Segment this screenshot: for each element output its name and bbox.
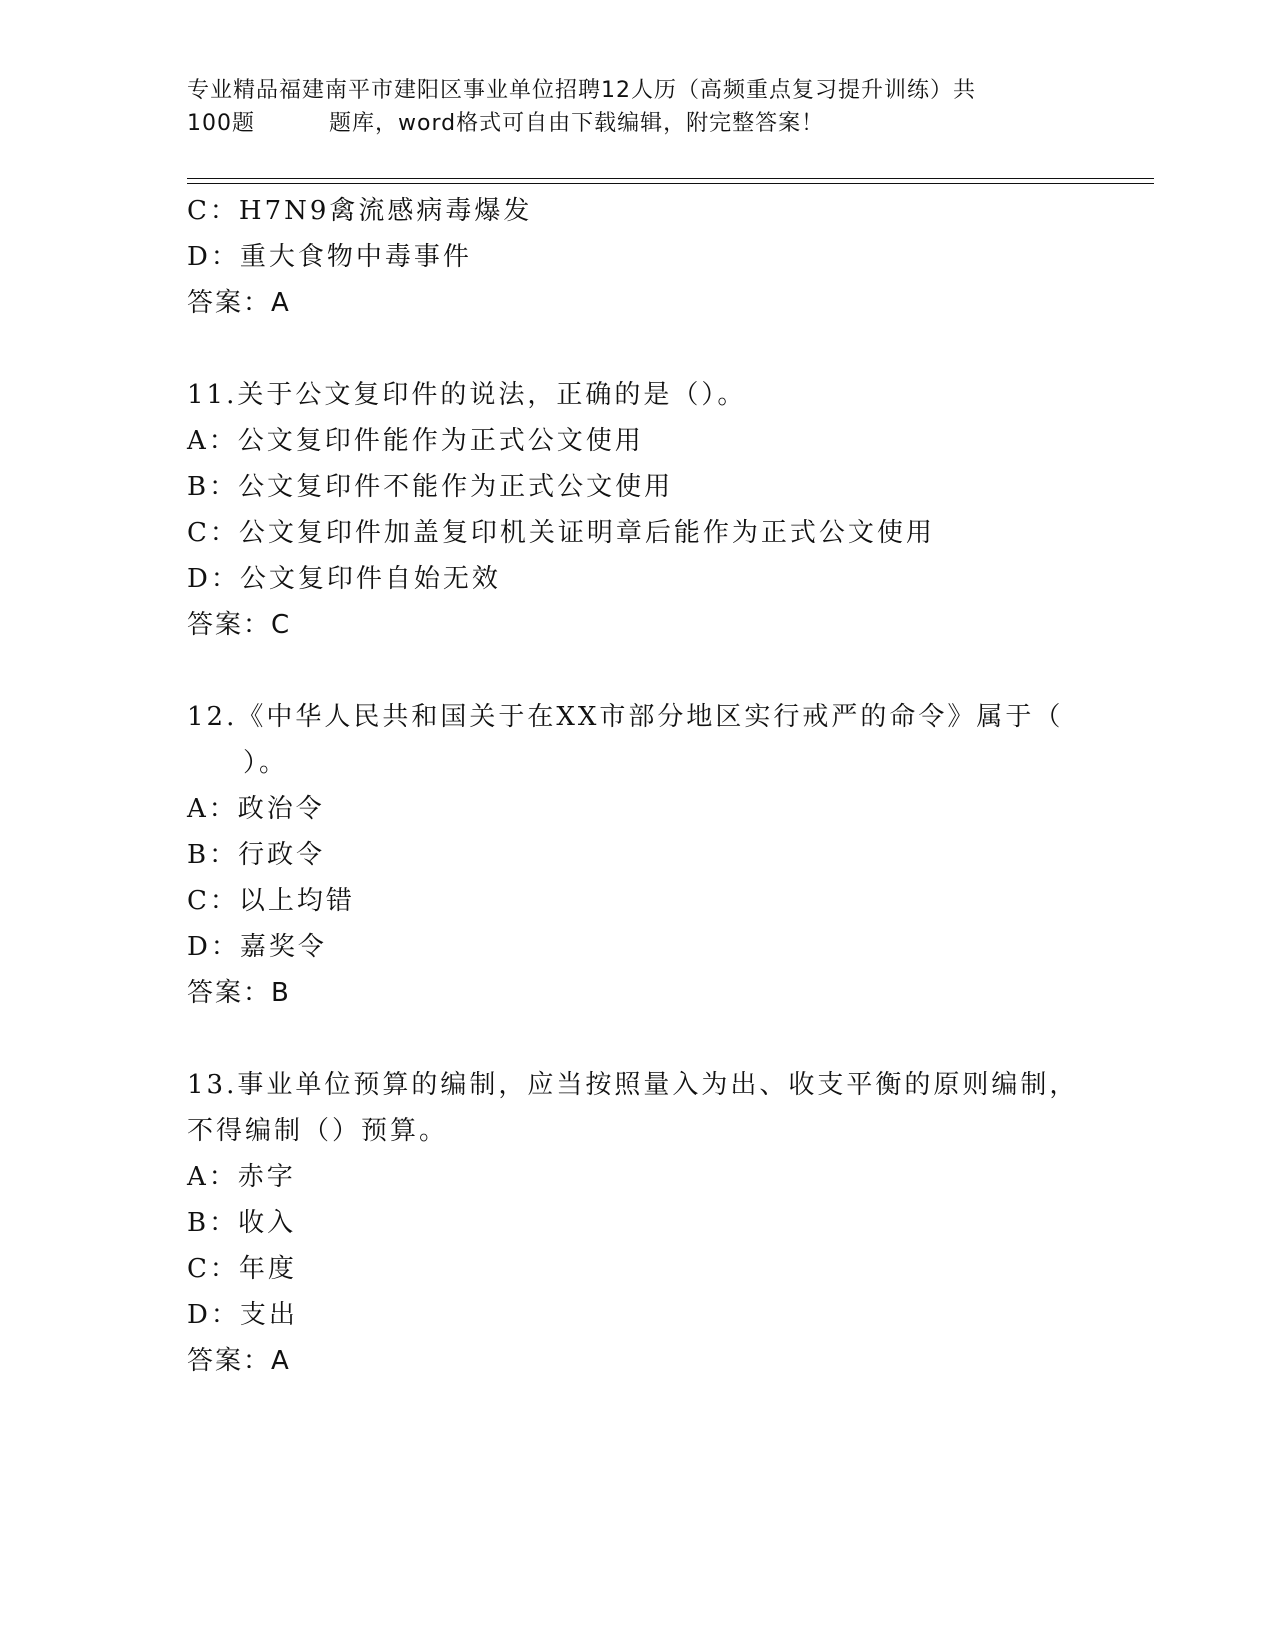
question-stem-continued: ）。 <box>243 748 289 778</box>
answer: 答案：B <box>187 978 291 1008</box>
option-b: B：收入 <box>187 1208 297 1238</box>
question-list <box>187 188 1087 1384</box>
option-d: D：公文复印件自始无效 <box>187 564 501 594</box>
option-c: C：以上均错 <box>187 886 355 916</box>
question-13 <box>187 1062 1087 1384</box>
option-c: C：公文复印件加盖复印机关证明章后能作为正式公文使用 <box>187 518 935 548</box>
document-header <box>187 74 1067 140</box>
answer: 答案：A <box>187 1346 291 1376</box>
header-line-2 <box>187 107 1067 140</box>
option-b: B：公文复印件不能作为正式公文使用 <box>187 472 674 502</box>
option-c: C：年度 <box>187 1254 297 1284</box>
question-stem: 13.事业单位预算的编制，应当按照量入为出、收支平衡的原则编制， <box>187 1070 1079 1100</box>
option-d: D：嘉奖令 <box>187 932 327 962</box>
option-a: A：公文复印件能作为正式公文使用 <box>187 426 644 456</box>
question-12 <box>187 694 1087 1016</box>
question-stem: 11.关于公文复印件的说法，正确的是（）。 <box>187 380 747 410</box>
answer: 答案：A <box>187 288 291 318</box>
option-c: C：H7N9禽流感病毒爆发 <box>187 196 533 226</box>
question-11 <box>187 372 1087 648</box>
option-d: D：重大食物中毒事件 <box>187 242 472 272</box>
question-stem: 12.《中华人民共和国关于在XX市部分地区实行戒严的命令》属于（ <box>187 702 1064 732</box>
question-stem-continued: 不得编制（）预算。 <box>187 1116 449 1146</box>
option-b: B：行政令 <box>187 840 326 870</box>
header-question-count: 100题 <box>187 111 255 136</box>
option-a: A：政治令 <box>187 794 325 824</box>
header-description: 题库，word格式可自由下载编辑，附完整答案！ <box>329 111 825 136</box>
option-d: D：支出 <box>187 1300 298 1330</box>
header-rule-top <box>187 178 1154 179</box>
header-rule-bottom <box>187 183 1154 184</box>
answer: 答案：C <box>187 610 292 640</box>
header-line-1: 专业精品福建南平市建阳区事业单位招聘12人历（高频重点复习提升训练）共 <box>187 78 976 103</box>
option-a: A：赤字 <box>187 1162 296 1192</box>
